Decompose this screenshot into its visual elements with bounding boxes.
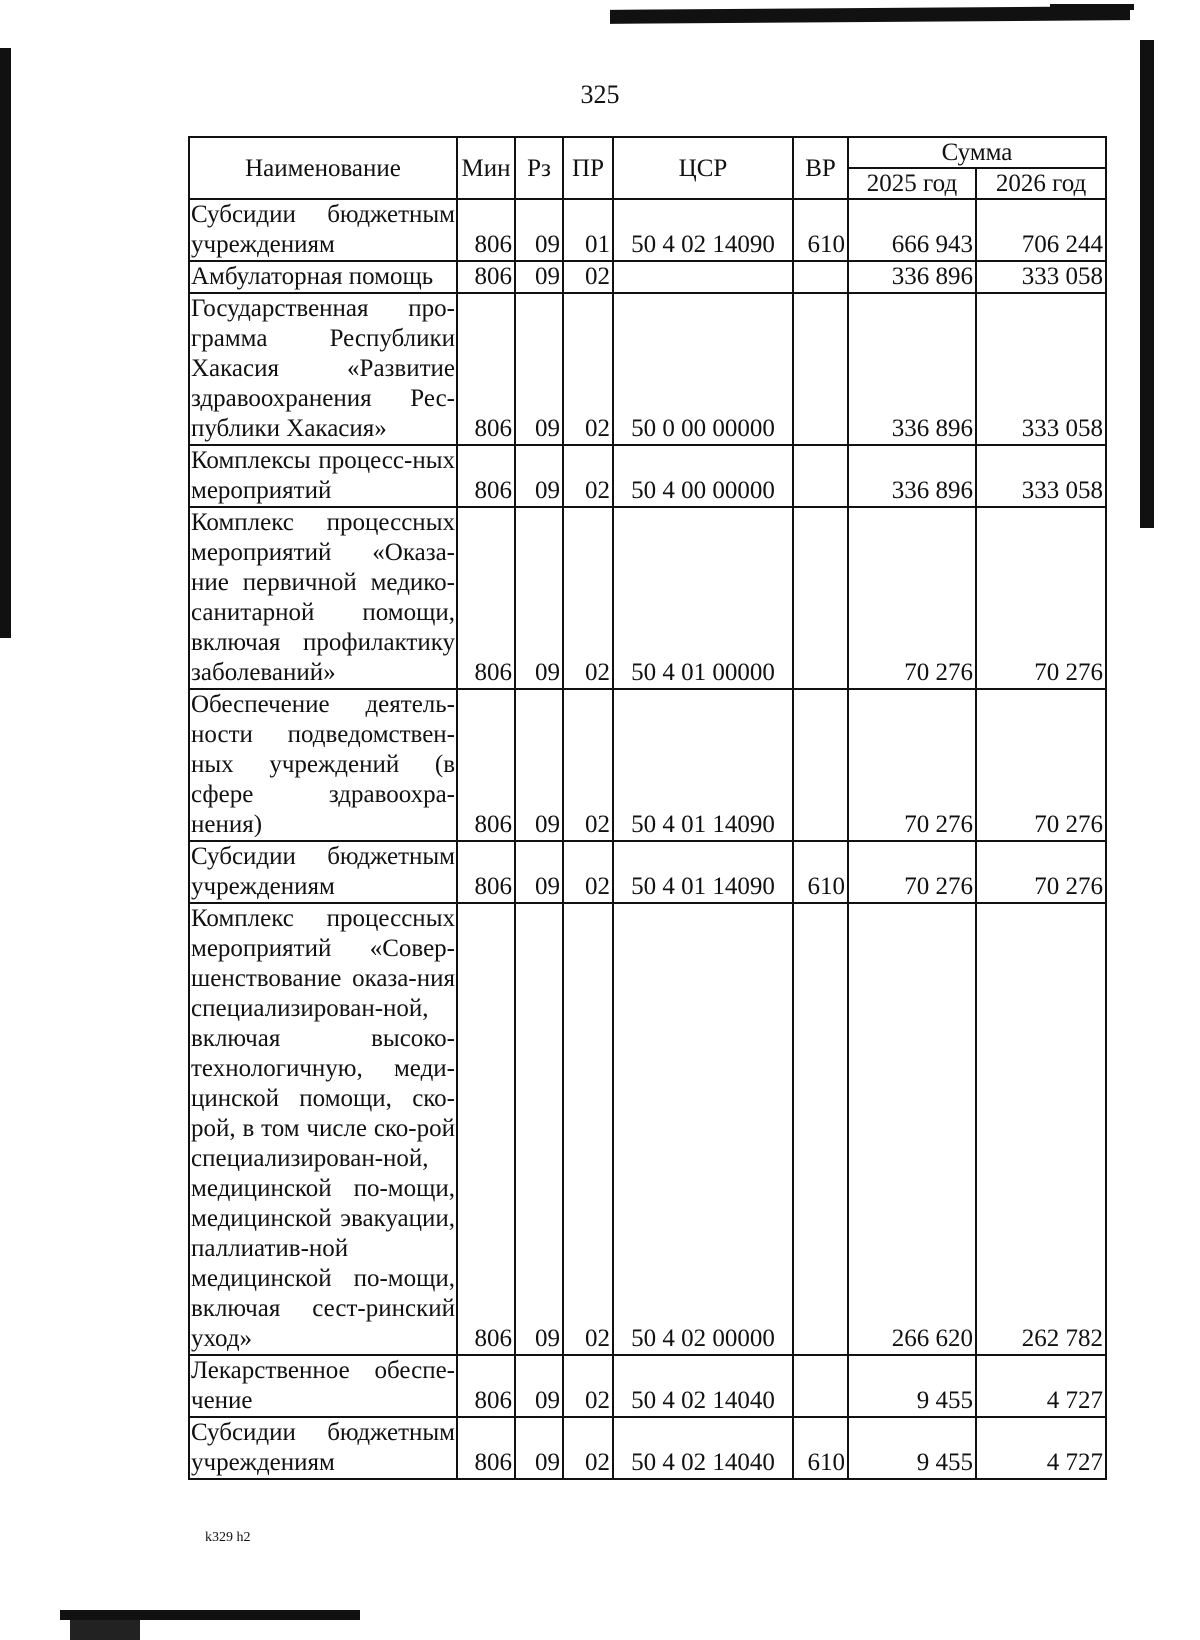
- row-name: Амбулаторная помощь: [189, 261, 457, 293]
- header-sum: Сумма: [848, 137, 1106, 168]
- row-pr: 02: [563, 507, 613, 689]
- table-row: [189, 903, 1106, 1355]
- row-csr: 50 4 02 14040: [613, 1355, 793, 1417]
- row-amount-2025: 336 896: [848, 261, 976, 293]
- header-rz: Рз: [515, 137, 563, 199]
- row-min: 806: [457, 1417, 515, 1479]
- row-amount-2025: 266 620: [848, 903, 976, 1355]
- row-amount-2026: 70 276: [976, 689, 1106, 841]
- page-number: 325: [580, 80, 620, 109]
- row-min: 806: [457, 903, 515, 1355]
- row-vr: [793, 507, 848, 689]
- header-pr: ПР: [563, 137, 613, 199]
- table-row: [189, 261, 1106, 293]
- scan-edge-top-corner: [1050, 4, 1134, 10]
- row-vr: [793, 445, 848, 507]
- row-min: 806: [457, 199, 515, 261]
- row-vr: 610: [793, 1417, 848, 1479]
- scan-edge-bottom-corner: [70, 1620, 140, 1640]
- row-amount-2025: 70 276: [848, 689, 976, 841]
- row-pr: 02: [563, 1417, 613, 1479]
- row-name: Лекарственное обеспе-чение: [189, 1355, 457, 1417]
- row-amount-2025: 70 276: [848, 507, 976, 689]
- row-name: Государственная про-грамма Республики Хакасия «Развитие здравоохранения Рес-публики Хакасия»: [189, 293, 457, 445]
- row-vr: 610: [793, 841, 848, 903]
- row-name: Субсидии бюджетным учреждениям: [189, 841, 457, 903]
- header-2025: 2025 год: [848, 168, 976, 199]
- row-pr: 02: [563, 1355, 613, 1417]
- row-pr: 02: [563, 445, 613, 507]
- row-csr: 50 4 01 14090: [613, 841, 793, 903]
- row-name: Комплексы процесс-ных мероприятий: [189, 445, 457, 507]
- table-row: [189, 199, 1106, 261]
- row-csr: 50 4 02 14090: [613, 199, 793, 261]
- row-amount-2026: 333 058: [976, 445, 1106, 507]
- row-rz: 09: [515, 1417, 563, 1479]
- row-rz: 09: [515, 689, 563, 841]
- table-row: [189, 1417, 1106, 1479]
- row-pr: 02: [563, 903, 613, 1355]
- row-min: 806: [457, 261, 515, 293]
- row-amount-2025: 9 455: [848, 1417, 976, 1479]
- row-amount-2025: 666 943: [848, 199, 976, 261]
- row-name: Субсидии бюджетным учреждениям: [189, 1417, 457, 1479]
- row-rz: 09: [515, 841, 563, 903]
- header-row: [189, 137, 1106, 168]
- row-csr: 50 4 02 00000: [613, 903, 793, 1355]
- row-rz: 09: [515, 261, 563, 293]
- scan-edge-left: [0, 48, 11, 638]
- row-rz: 09: [515, 445, 563, 507]
- row-pr: 01: [563, 199, 613, 261]
- table-row: [189, 841, 1106, 903]
- row-amount-2025: 336 896: [848, 293, 976, 445]
- row-pr: 02: [563, 293, 613, 445]
- row-amount-2026: 333 058: [976, 293, 1106, 445]
- header-2026: 2026 год: [976, 168, 1106, 199]
- row-vr: [793, 293, 848, 445]
- row-name: Комплекс процессных мероприятий «Оказа-ние первичной медико-санитарной помощи, включая профилактику заболеваний»: [189, 507, 457, 689]
- row-csr: [613, 261, 793, 293]
- footer-code: k329 h2: [205, 1530, 251, 1545]
- row-csr: 50 4 02 14040: [613, 1417, 793, 1479]
- header-min: Мин: [457, 137, 515, 199]
- row-amount-2025: 336 896: [848, 445, 976, 507]
- header-csr: ЦСР: [613, 137, 793, 199]
- row-amount-2025: 9 455: [848, 1355, 976, 1417]
- row-min: 806: [457, 507, 515, 689]
- row-amount-2026: 70 276: [976, 507, 1106, 689]
- table-row: [189, 1355, 1106, 1417]
- row-vr: [793, 903, 848, 1355]
- row-rz: 09: [515, 293, 563, 445]
- row-pr: 02: [563, 841, 613, 903]
- row-amount-2026: 4 727: [976, 1417, 1106, 1479]
- row-amount-2026: 333 058: [976, 261, 1106, 293]
- header-name: Наименование: [189, 137, 457, 199]
- table-row: [189, 507, 1106, 689]
- row-min: 806: [457, 689, 515, 841]
- row-min: 806: [457, 293, 515, 445]
- row-rz: 09: [515, 903, 563, 1355]
- row-csr: 50 4 01 00000: [613, 507, 793, 689]
- row-csr: 50 4 01 14090: [613, 689, 793, 841]
- row-vr: [793, 689, 848, 841]
- budget-table: [188, 136, 1107, 1480]
- row-rz: 09: [515, 1355, 563, 1417]
- table-row: [189, 293, 1106, 445]
- row-amount-2026: 706 244: [976, 199, 1106, 261]
- row-amount-2025: 70 276: [848, 841, 976, 903]
- row-name: Обеспечение деятель-ности подведомствен-ных учреждений (в сфере здравоохра-нения): [189, 689, 457, 841]
- row-pr: 02: [563, 261, 613, 293]
- row-name: Субсидии бюджетным учреждениям: [189, 199, 457, 261]
- row-amount-2026: 70 276: [976, 841, 1106, 903]
- scan-edge-right: [1140, 40, 1154, 528]
- row-min: 806: [457, 445, 515, 507]
- header-vr: ВР: [793, 137, 848, 199]
- row-min: 806: [457, 841, 515, 903]
- row-vr: [793, 261, 848, 293]
- row-vr: [793, 1355, 848, 1417]
- row-min: 806: [457, 1355, 515, 1417]
- row-amount-2026: 4 727: [976, 1355, 1106, 1417]
- row-rz: 09: [515, 199, 563, 261]
- row-amount-2026: 262 782: [976, 903, 1106, 1355]
- row-vr: 610: [793, 199, 848, 261]
- row-rz: 09: [515, 507, 563, 689]
- row-name: Комплекс процессных мероприятий «Совер-шенствование оказа-ния специализирован-ной, включая высоко-технологичную, меди-цинской помощи, ско-рой, в том числе ско-рой специализирован-ной, медицинской по-мощи, медицинской эвакуации, паллиатив-ной медицинской по-мощи, включая сест-ринский уход»: [189, 903, 457, 1355]
- scan-edge-bottom: [60, 1610, 360, 1620]
- row-csr: 50 0 00 00000: [613, 293, 793, 445]
- table-row: [189, 445, 1106, 507]
- row-pr: 02: [563, 689, 613, 841]
- table-row: [189, 689, 1106, 841]
- row-csr: 50 4 00 00000: [613, 445, 793, 507]
- table-body: [189, 199, 1106, 1479]
